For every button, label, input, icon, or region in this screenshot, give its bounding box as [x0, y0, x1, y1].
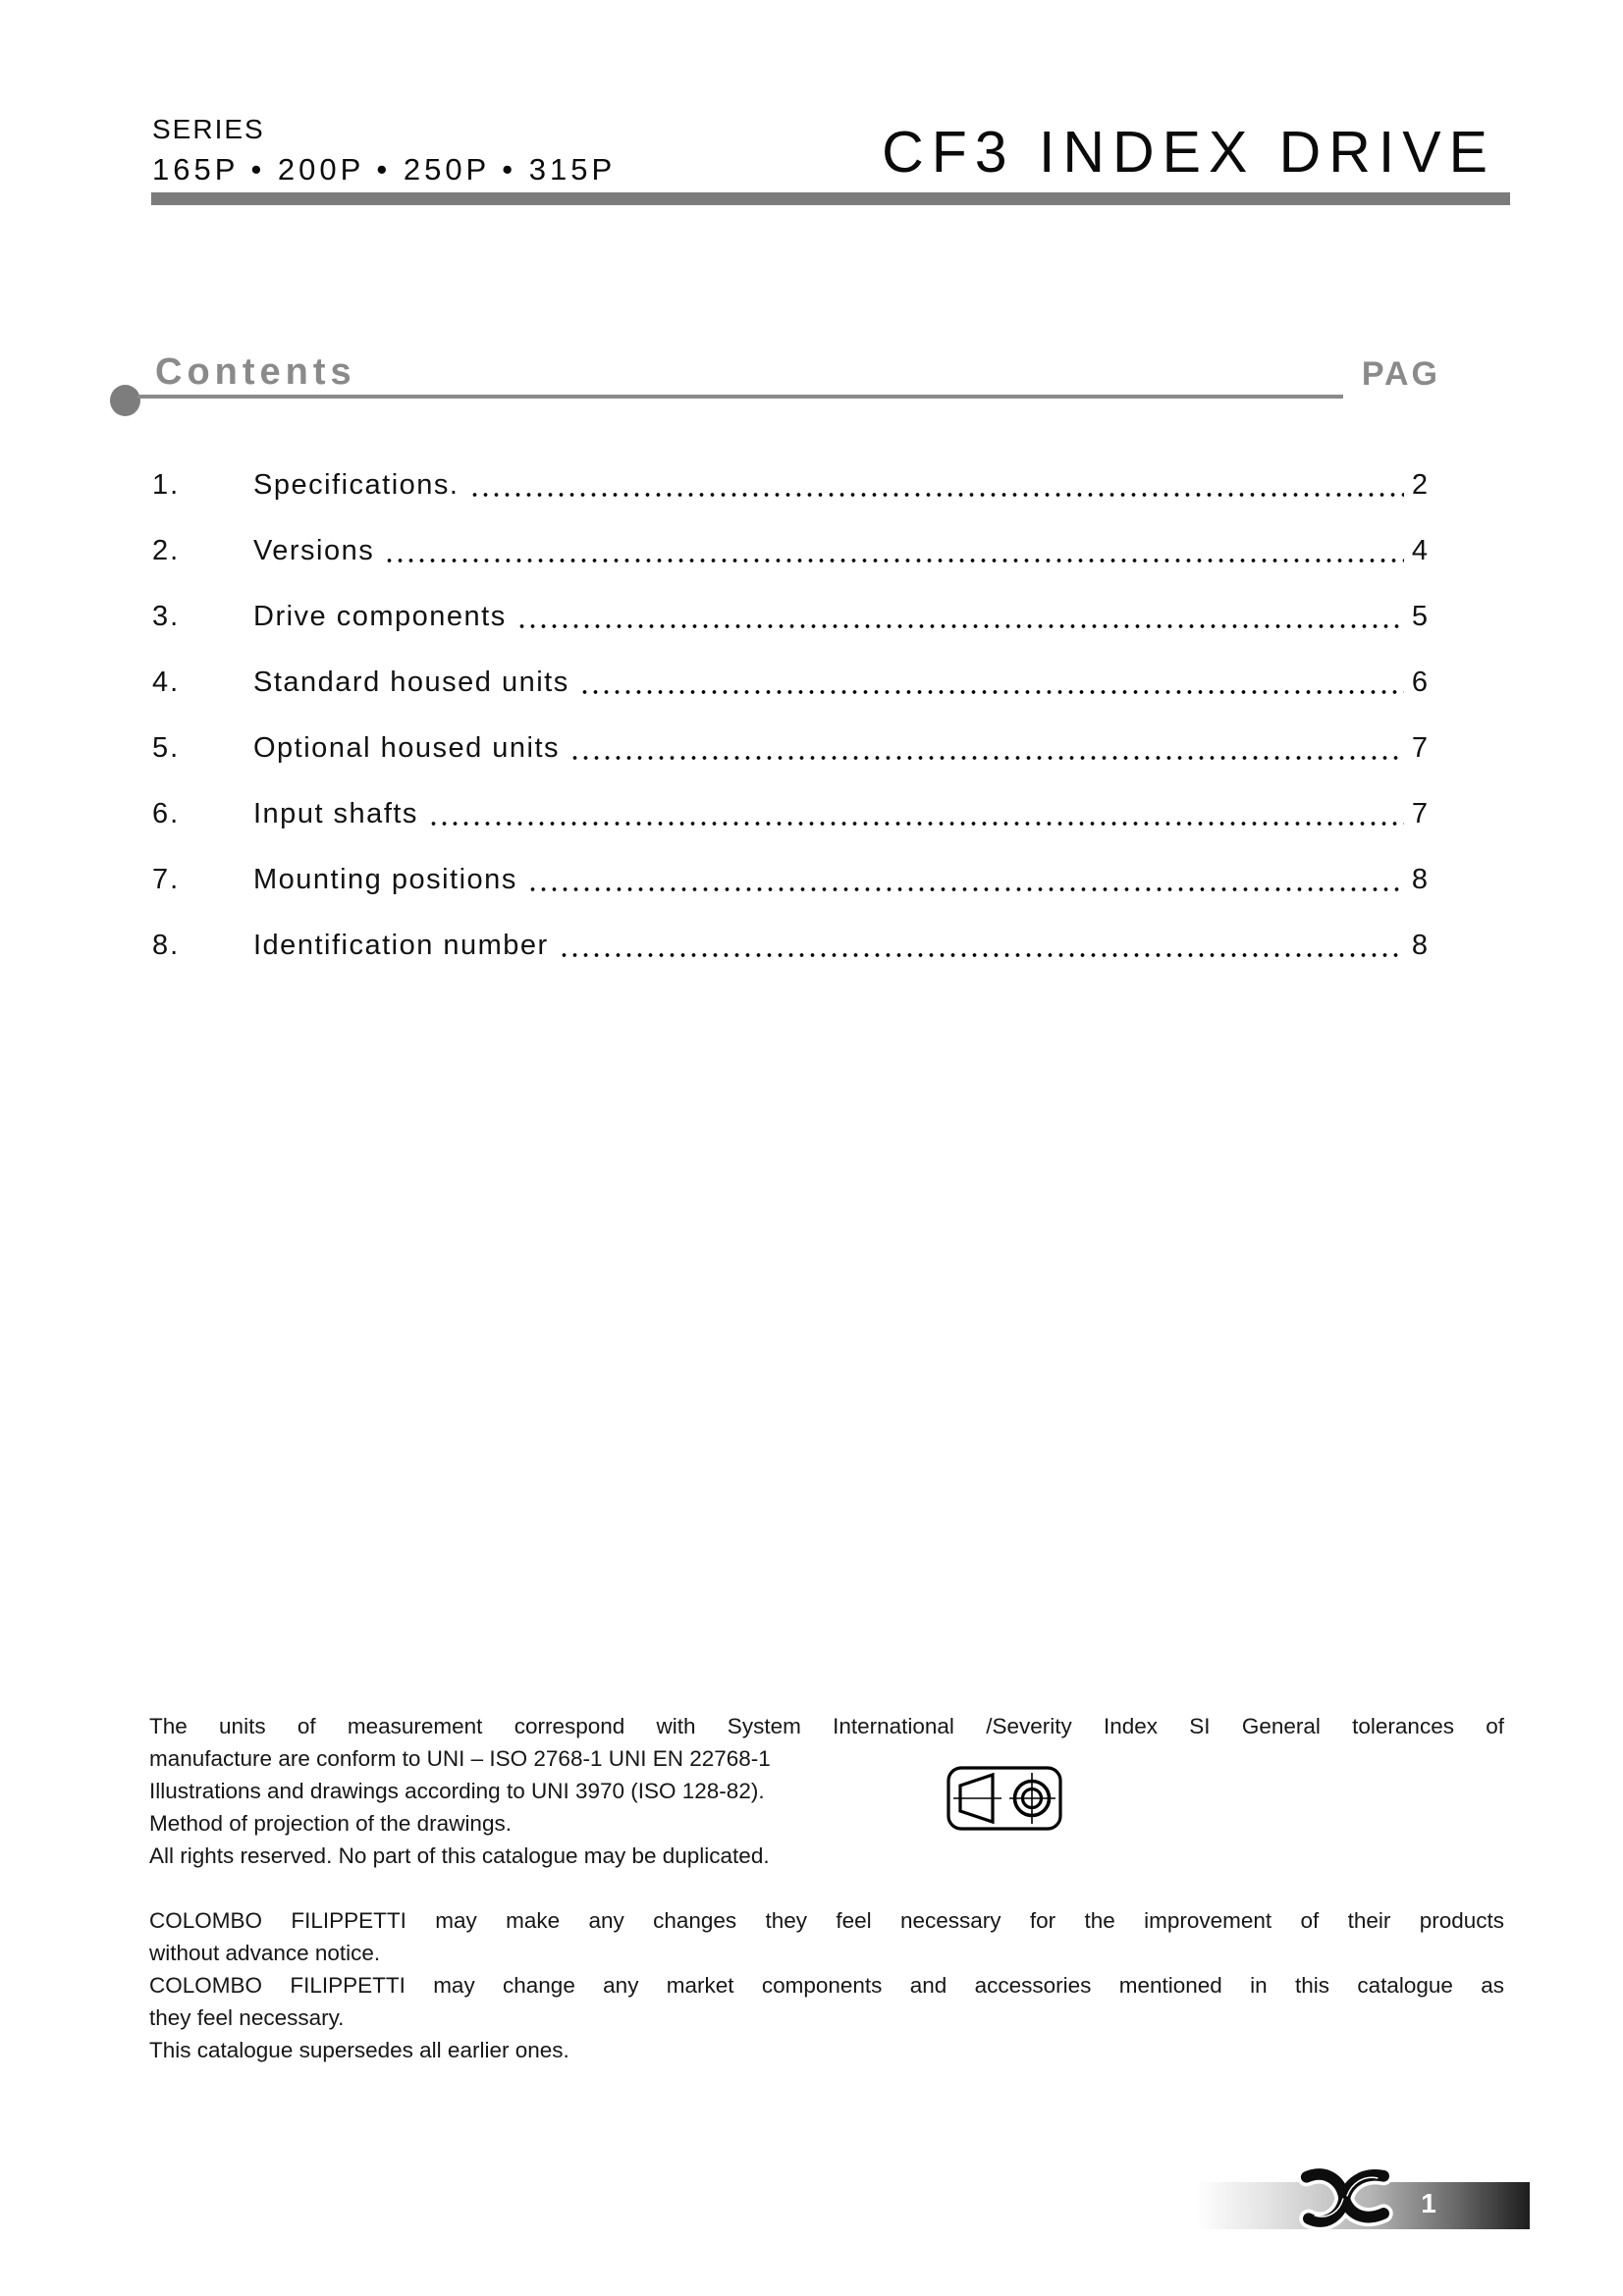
toc-page-number: 6: [1411, 667, 1429, 698]
toc-entry-specifications[interactable]: [152, 469, 1429, 502]
note-line: COLOMBO FILIPPETTI may change any market components and accessories mentioned in this catalogue as: [149, 1973, 1504, 1998]
contents-underline: [137, 395, 1343, 399]
note-line: Method of projection of the drawings.: [149, 1811, 512, 1836]
toc-entry-mounting-positions[interactable]: [152, 864, 1429, 896]
toc-page-number: 5: [1411, 601, 1429, 632]
header-divider-bar: [151, 192, 1510, 205]
dot-leader: [469, 472, 1404, 502]
toc-page-number: 4: [1411, 535, 1429, 566]
toc-entry-standard-housed-units[interactable]: [152, 669, 1429, 699]
toc-entry-versions[interactable]: [152, 535, 1429, 567]
page-column-label: PAG: [1361, 355, 1440, 393]
series-models: 165P • 200P • 250P • 315P: [152, 152, 617, 187]
toc-title: Optional housed units: [253, 732, 561, 764]
dot-leader: [516, 604, 1404, 633]
note-line: This catalogue supersedes all earlier ones.: [149, 2038, 569, 2062]
toc-number: 2.: [152, 535, 181, 566]
dot-leader: [569, 735, 1404, 765]
dot-leader: [559, 933, 1404, 962]
toc-page-number: 8: [1411, 930, 1429, 961]
table-of-contents: [152, 469, 1429, 998]
toc-number: 4.: [152, 667, 181, 698]
dot-leader: [579, 669, 1404, 699]
series-block: [152, 114, 616, 187]
notes-block: [149, 1710, 1504, 2066]
toc-number: 5.: [152, 732, 181, 764]
toc-page-number: 7: [1411, 732, 1429, 764]
note-line: they feel necessary.: [149, 2005, 345, 2030]
colombo-filippetti-logo-icon: [1294, 2163, 1398, 2232]
toc-entry-optional-housed-units[interactable]: [152, 732, 1429, 765]
toc-title: Mounting positions: [253, 864, 517, 895]
note-line: COLOMBO FILIPPETTI may make any changes they feel necessary for the improvement of their products: [149, 1908, 1504, 1933]
note-line: manufacture are conform to UNI – ISO 2768-1 UNI EN 22768-1: [149, 1746, 771, 1771]
toc-number: 3.: [152, 601, 181, 632]
toc-title: Drive components: [253, 601, 507, 632]
toc-entry-drive-components[interactable]: [152, 601, 1429, 633]
toc-entry-identification-number[interactable]: [152, 930, 1429, 962]
page-title: CF3 INDEX DRIVE: [882, 120, 1495, 185]
toc-number: 7.: [152, 864, 181, 895]
toc-page-number: 2: [1411, 469, 1429, 501]
series-label: SERIES: [152, 114, 265, 144]
note-line: All rights reserved. No part of this catalogue may be duplicated.: [149, 1843, 770, 1868]
toc-title: Standard housed units: [253, 667, 569, 698]
toc-title: Specifications.: [253, 469, 460, 501]
note-line: without advance notice.: [149, 1941, 381, 1965]
dot-leader: [527, 867, 1404, 896]
toc-title: Versions: [253, 535, 375, 566]
toc-page-number: 8: [1411, 864, 1429, 895]
dot-leader: [384, 538, 1404, 567]
contents-heading: Contents: [155, 351, 356, 393]
first-angle-projection-icon: [947, 1766, 1062, 1831]
bullet-dot-icon: [110, 385, 140, 416]
toc-number: 8.: [152, 930, 181, 961]
page-number: 1: [1421, 2188, 1436, 2218]
toc-entry-input-shafts[interactable]: [152, 798, 1429, 830]
dot-leader: [428, 801, 1404, 830]
toc-page-number: 7: [1411, 798, 1429, 829]
toc-number: 6.: [152, 798, 181, 829]
note-line: The units of measurement correspond with System International /Severity Index SI General tolerances of: [149, 1714, 1504, 1738]
toc-title: Input shafts: [253, 798, 418, 829]
toc-number: 1.: [152, 469, 181, 501]
toc-title: Identification number: [253, 930, 549, 961]
note-line: Illustrations and drawings according to UNI 3970 (ISO 128-82).: [149, 1779, 765, 1803]
